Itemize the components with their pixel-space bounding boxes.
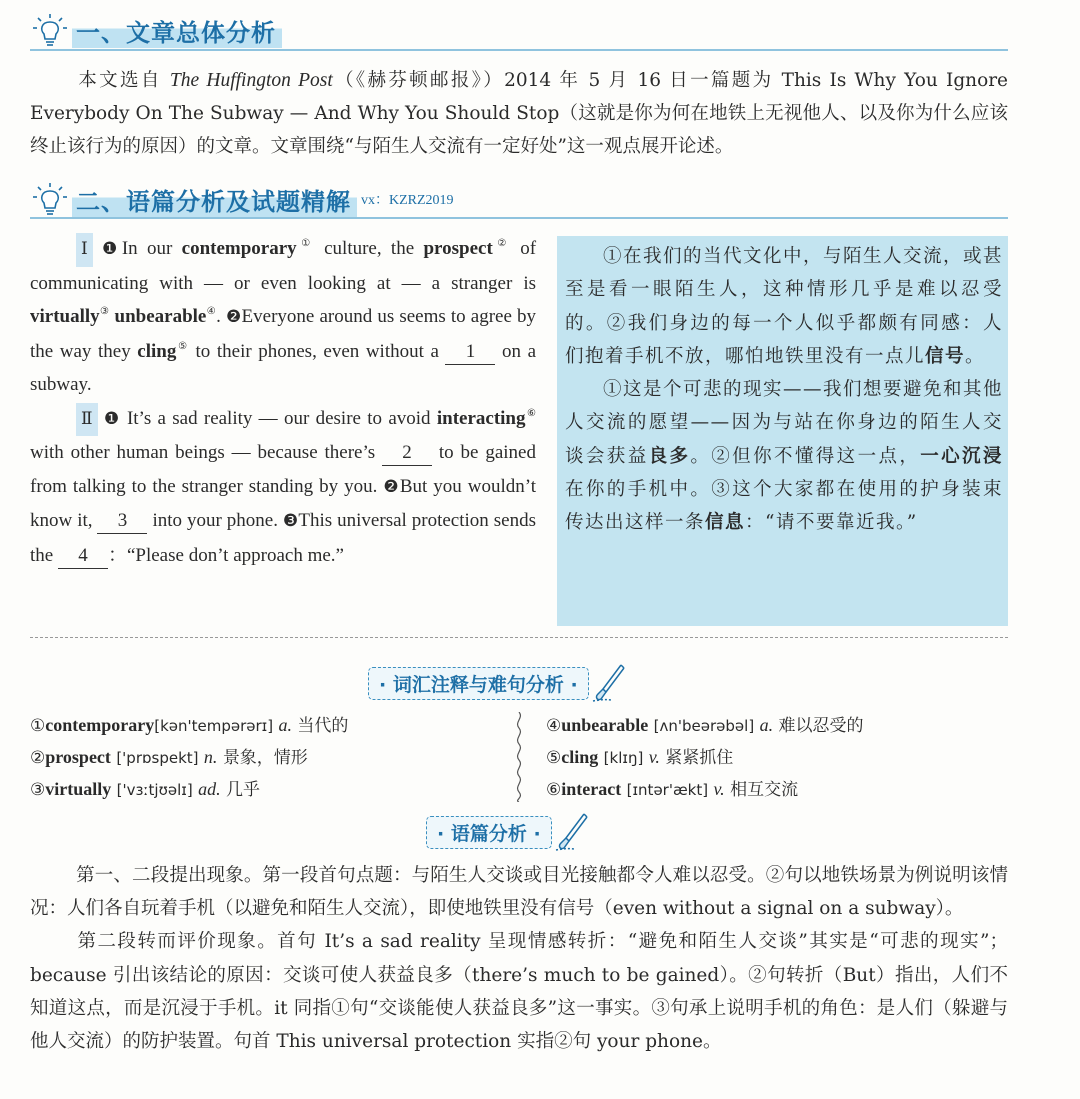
blank-4: 4: [58, 544, 108, 569]
vocab-item: ⑤cling [klɪŋ] v. 紧紧抓住: [546, 747, 734, 768]
paragraph-number: Ⅰ: [76, 233, 93, 267]
translation-paragraph-1: ①在我们的当代文化中，与陌生人交流，或甚至是看一眼陌生人，这种情形几乎是难以忍受的。②我们身边的每一个人似乎都颇有同感：人们抱着手机不放，哪怕地铁里没有一点儿信号。: [565, 246, 1004, 367]
analysis-text: [30, 859, 1008, 1058]
section-header-overall: [30, 12, 282, 48]
vocab-word: virtually: [30, 306, 100, 327]
intro-paragraph: 本文选自 The Huffington Post（《赫芬顿邮报》）2014 年 5 月 16 日一篇题为 This Is Why You Ignore Everybody On The Subway — And Why You Should Stop（这就是你为何在地铁上无视他人、以及你为什么应该终止该行为的原因）的文章。文章围绕“与陌生人交流有一定好处”这一观点展开论述。: [30, 70, 1009, 157]
vocab-item: ④unbearable [ʌn'beərəbəl] a. 难以忍受的: [546, 715, 864, 736]
squiggle-divider: [512, 712, 526, 802]
source-title: The Huffington Post: [169, 70, 333, 91]
section-title: 二、语篇分析及试题精解: [72, 182, 357, 217]
analysis-paragraph-2: 第二段转而评价现象。首句 It’s a sad reality 呈现情感转折：“避免和陌生人交谈”其实是“可悲的现实”；because 引出该结论的原因：交谈可使人获益良多（there’s much to be gained）。②句转折（But）指出，人们不知道这点，而是沉浸于手机。it 同指①句“交谈能使人获益良多”这一事实。③句承上说明手机的角色：是人们（躲避与他人交流）的防护装置。句首 This universal protection 实指②句 your phone。: [30, 931, 1008, 1053]
watermark-text: vx：KZRZ2019: [361, 193, 454, 208]
section-title: 一、文章总体分析: [72, 13, 282, 48]
section-divider: [30, 49, 1008, 51]
vocab-item: ③virtually ['vɜːtjʊəlɪ] ad. 几乎: [30, 779, 260, 800]
dashed-divider: [30, 637, 1008, 638]
analysis-paragraph-1: 第一、二段提出现象。第一段首句点题：与陌生人交谈或目光接触都令人难以忍受。②句以地铁场景为例说明该情况：人们各自玩着手机（以避免和陌生人交流），即使地铁里没有信号（even without a signal on a subway）。: [30, 865, 1008, 920]
vocab-word: cling: [137, 340, 177, 362]
paragraph-number: Ⅱ: [76, 403, 98, 437]
brush-icon: [591, 663, 627, 703]
analysis-header-title: · 语篇分析 ·: [426, 816, 552, 849]
vocab-word: prospect: [423, 238, 493, 259]
vocab-header-title: · 词汇注释与难句分析 ·: [368, 667, 589, 700]
vocab-word: unbearable: [114, 306, 207, 327]
section-header-analysis: [30, 181, 454, 217]
translation-paragraph-2: ①这是个可悲的现实——我们想要避免和其他人交流的愿望——因为与站在你身边的陌生人交谈会获益良多。②但你不懂得这一点，一心沉浸在你的手机中。③这个大家都在使用的护身装束传达出这样一条信息：“请不要靠近我。”: [565, 379, 1004, 534]
vocab-word: interacting: [436, 407, 526, 429]
blank-2: 2: [382, 441, 432, 466]
lightbulb-icon: [30, 12, 70, 48]
analysis-header: [426, 812, 590, 852]
brush-icon: [554, 812, 590, 852]
passage-paragraph-1: Ⅰ ❶In our contemporary① culture, the prospect② of communicating with — or even looking at — a stranger is virtually③ unbearable④. ❷Everyone around us seems to agree by the way they cling⑤ to their phones, even without a 1 on a subway.: [30, 232, 536, 402]
blank-1: 1: [445, 340, 495, 365]
vocab-list-left: [30, 710, 348, 806]
blank-3: 3: [97, 509, 147, 534]
vocab-item: ①contemporary[kən'tempərərɪ] a. 当代的: [30, 715, 349, 736]
translation-text: [565, 240, 1003, 540]
vocab-item: ⑥interact [ɪntər'ækt] v. 相互交流: [546, 779, 799, 800]
vocab-item: ②prospect ['prɒspekt] n. 景象，情形: [30, 747, 308, 768]
vocab-word: contemporary: [181, 238, 297, 259]
english-passage: [30, 232, 536, 572]
lightbulb-icon: [30, 181, 70, 217]
passage-paragraph-2: Ⅱ ❶ It’s a sad reality — our desire to avoid interacting⑥ with other human beings — because there’s 2 to be gained from talking to the stranger standing by you. ❷But you wouldn’t know it, 3 into your phone. ❸This universal protection sends the 4 ：“Please don’t approach me.”: [30, 402, 536, 573]
vocab-header: [368, 663, 627, 703]
vocab-list-right: [546, 710, 864, 806]
section-divider: [30, 217, 1008, 219]
